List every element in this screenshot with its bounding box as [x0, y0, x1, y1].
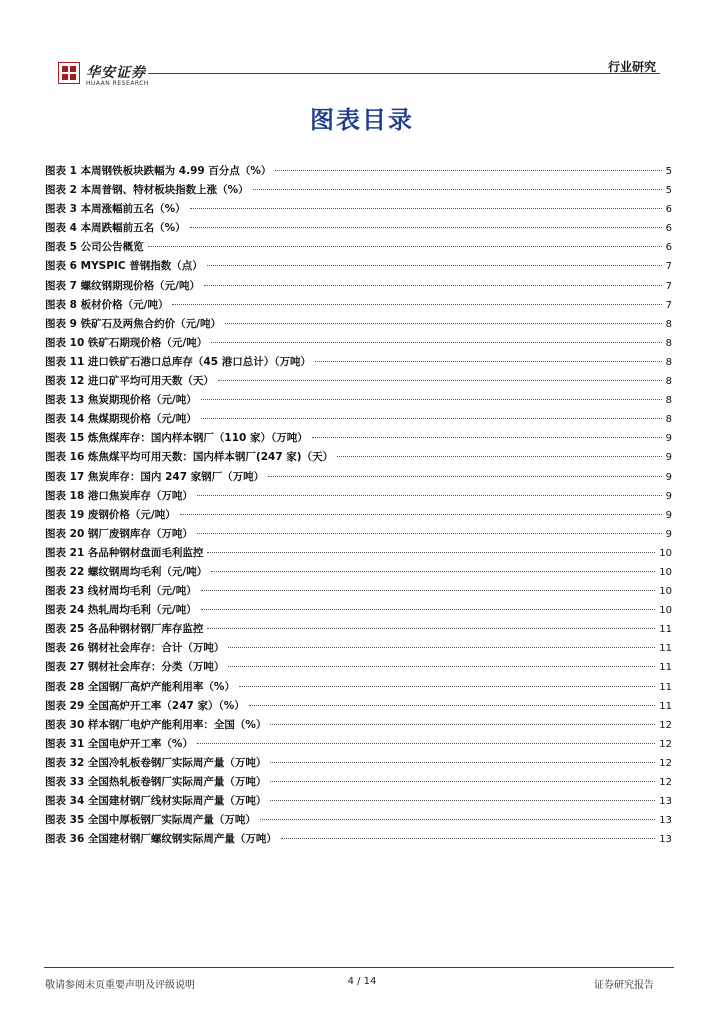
dot-leader — [260, 819, 655, 820]
toc-entry[interactable] — [45, 736, 672, 755]
toc-entry-label: 图表 2 本周普钢、特材板块指数上涨（%） — [45, 184, 249, 197]
toc-entry-page: 10 — [659, 566, 672, 578]
toc-entry-page: 6 — [665, 204, 672, 216]
footer-divider — [44, 967, 674, 968]
toc-entry-label: 图表 8 板材价格（元/吨） — [45, 298, 169, 311]
toc-entry[interactable] — [45, 239, 672, 258]
toc-entry-page: 11 — [659, 624, 672, 636]
dot-leader — [218, 380, 662, 381]
toc-entry-page: 9 — [665, 490, 672, 502]
toc-entry-page: 11 — [659, 700, 672, 712]
toc-entry-label: 图表 26 钢材社会库存：合计（万吨） — [45, 642, 225, 655]
toc-entry-page: 10 — [659, 605, 672, 617]
dot-leader — [225, 323, 662, 324]
toc-entry[interactable] — [45, 621, 672, 640]
toc-entry-page: 6 — [665, 242, 672, 254]
toc-entry[interactable] — [45, 831, 672, 850]
dot-leader — [172, 304, 661, 305]
toc-entry[interactable] — [45, 602, 672, 621]
toc-entry-page: 7 — [665, 299, 672, 311]
toc-entry[interactable] — [45, 258, 672, 277]
dot-leader — [270, 762, 655, 763]
toc-entry-page: 10 — [659, 586, 672, 598]
company-logo-icon — [58, 62, 80, 84]
toc-entry-label: 图表 24 热轧周均毛利（元/吨） — [45, 604, 197, 617]
toc-entry-label: 图表 22 螺纹钢周均毛利（元/吨） — [45, 565, 208, 578]
toc-entry-page: 9 — [665, 528, 672, 540]
toc-entry-page: 13 — [659, 815, 672, 827]
toc-entry-label: 图表 1 本周钢铁板块跌幅为 4.99 百分点（%） — [45, 165, 272, 177]
toc-entry-label: 图表 9 铁矿石及两焦合约价（元/吨） — [45, 317, 221, 330]
dot-leader — [337, 456, 662, 457]
dot-leader — [201, 609, 656, 610]
dot-leader — [270, 800, 655, 801]
toc-entry-page: 11 — [659, 681, 672, 693]
report-category: 行业研究 — [607, 60, 656, 74]
header-divider — [148, 73, 660, 74]
toc-entry-page: 11 — [659, 662, 672, 674]
toc-entry-page: 9 — [665, 509, 672, 521]
toc-entry-label: 图表 17 焦炭库存：国内 247 家钢厂（万吨） — [45, 470, 265, 483]
footer-disclaimer: 敬请参阅末页重要声明及评级说明 — [45, 980, 195, 991]
toc-entry-label: 图表 21 各品种钢材盘面毛利监控 — [45, 546, 204, 559]
toc-entry-label: 图表 27 钢材社会库存：分类（万吨） — [45, 661, 225, 674]
toc-entry-page: 9 — [665, 471, 672, 483]
toc-entry[interactable] — [45, 449, 672, 468]
toc-entry-label: 图表 34 全国建材钢厂线材实际周产量（万吨） — [45, 795, 267, 808]
toc-entry[interactable] — [45, 430, 672, 449]
toc-entry-label: 图表 4 本周跌幅前五名（%） — [45, 222, 186, 235]
toc-entry[interactable] — [45, 507, 672, 526]
toc-entry-label: 图表 33 全国热轧板卷钢厂实际周产量（万吨） — [45, 776, 267, 788]
toc-entry-page: 11 — [659, 643, 672, 655]
toc-entry-label: 图表 36 全国建材钢厂螺纹钢实际周产量（万吨） — [45, 833, 277, 846]
toc-entry[interactable] — [45, 335, 672, 354]
toc-entry-page: 12 — [659, 738, 672, 750]
dot-leader — [270, 781, 655, 782]
toc-entry[interactable] — [45, 182, 672, 201]
toc-entry[interactable] — [45, 640, 672, 659]
toc-entry[interactable] — [45, 201, 672, 220]
toc-entry[interactable] — [45, 583, 672, 602]
toc-entry-label: 图表 29 全国高炉开工率（247 家）（%） — [45, 699, 245, 712]
dot-leader — [201, 399, 662, 400]
dot-leader — [148, 246, 662, 247]
toc-entry-page: 13 — [659, 834, 672, 846]
toc-entry[interactable] — [45, 793, 672, 812]
toc-entry[interactable] — [45, 316, 672, 335]
toc-entry[interactable] — [45, 163, 672, 182]
dot-leader — [190, 208, 662, 209]
toc-entry[interactable] — [45, 774, 672, 793]
page-header — [0, 0, 724, 90]
dot-leader — [315, 361, 662, 362]
dot-leader — [228, 647, 655, 648]
toc-entry[interactable] — [45, 717, 672, 736]
toc-entry-label: 图表 3 本周涨幅前五名（%） — [45, 203, 186, 216]
toc-entry-label: 图表 12 进口矿平均可用天数（天） — [45, 375, 214, 388]
dot-leader — [190, 227, 662, 228]
toc-entry-page: 5 — [665, 185, 672, 197]
dot-leader — [201, 418, 662, 419]
toc-entry-page: 7 — [665, 280, 672, 292]
dot-leader — [204, 285, 662, 286]
page-number: 4 / 14 — [347, 976, 377, 987]
toc-entry-page: 12 — [659, 719, 672, 731]
dot-leader — [249, 705, 655, 706]
dot-leader — [281, 838, 655, 839]
toc-entry[interactable] — [45, 354, 672, 373]
toc-entry-label: 图表 13 焦炭期现价格（元/吨） — [45, 394, 197, 407]
dot-leader — [197, 495, 662, 496]
toc-entry-label: 图表 25 各品种钢材钢厂库存监控 — [45, 623, 204, 636]
dot-leader — [275, 170, 661, 171]
dot-leader — [268, 476, 661, 477]
dot-leader — [197, 533, 662, 534]
toc-entry-page: 8 — [665, 414, 672, 426]
brand-name: 华安证券 — [86, 65, 146, 81]
toc-entry-page: 13 — [659, 796, 672, 808]
toc-entry-page: 7 — [665, 261, 672, 273]
toc-entry[interactable] — [45, 679, 672, 698]
toc-entry[interactable] — [45, 297, 672, 316]
toc-entry[interactable] — [45, 812, 672, 831]
toc-entry-label: 图表 30 样本钢厂电炉产能利用率：全国（%） — [45, 718, 267, 731]
dot-leader — [312, 437, 662, 438]
toc-entry-page: 8 — [665, 318, 672, 330]
toc-entry-page: 12 — [659, 777, 672, 788]
toc-entry-label: 图表 35 全国中厚板钢厂实际周产量（万吨） — [45, 814, 256, 827]
toc-entry-label: 图表 14 焦煤期现价格（元/吨） — [45, 413, 197, 426]
toc-entry-label: 图表 32 全国冷轧板卷钢厂实际周产量（万吨） — [45, 756, 267, 769]
toc-entry[interactable] — [45, 659, 672, 678]
toc-entry-page: 8 — [665, 356, 672, 368]
toc-entry-page: 8 — [665, 337, 672, 349]
toc-entry-label: 图表 6 MYSPIC 普钢指数（点） — [45, 260, 203, 273]
toc-entry-label: 图表 10 铁矿石期现价格（元/吨） — [45, 336, 208, 349]
toc-entry[interactable] — [45, 545, 672, 564]
page-title: 图表目录 — [310, 106, 414, 134]
toc-entry-page: 9 — [665, 452, 672, 464]
toc-entry[interactable] — [45, 488, 672, 507]
toc-entry-label: 图表 15 炼焦煤库存：国内样本钢厂（110 家）（万吨） — [45, 432, 308, 445]
dot-leader — [211, 342, 661, 343]
toc-entry[interactable] — [45, 698, 672, 717]
toc-entry[interactable] — [45, 526, 672, 545]
table-of-figures — [45, 163, 672, 850]
toc-entry-page: 8 — [665, 395, 672, 407]
brand-english-name: HUAAN RESEARCH — [86, 80, 149, 87]
toc-entry-label: 图表 28 全国钢厂高炉产能利用率（%） — [45, 680, 235, 693]
toc-entry[interactable] — [45, 373, 672, 392]
toc-entry[interactable] — [45, 278, 672, 297]
dot-leader — [211, 571, 655, 572]
dot-leader — [207, 628, 655, 629]
toc-entry-page: 5 — [665, 166, 672, 177]
toc-entry-label: 图表 20 钢厂废钢库存（万吨） — [45, 527, 193, 540]
toc-entry-page: 8 — [665, 376, 672, 388]
toc-entry-label: 图表 18 港口焦炭库存（万吨） — [45, 489, 193, 502]
toc-entry-label: 图表 7 螺纹钢期现价格（元/吨） — [45, 279, 200, 292]
toc-entry-page: 12 — [659, 757, 672, 769]
toc-entry-page: 10 — [659, 547, 672, 559]
dot-leader — [239, 686, 655, 687]
toc-entry[interactable] — [45, 564, 672, 583]
toc-entry[interactable] — [45, 411, 672, 430]
toc-entry[interactable] — [45, 392, 672, 411]
dot-leader — [228, 666, 655, 667]
dot-leader — [207, 265, 662, 266]
toc-entry-label: 图表 23 线材周均毛利（元/吨） — [45, 585, 197, 598]
toc-entry-label: 图表 31 全国电炉开工率（%） — [45, 737, 193, 750]
document-type: 证券研究报告 — [594, 980, 654, 991]
toc-entry-label: 图表 11 进口铁矿石港口总库存（45 港口总计）（万吨） — [45, 355, 311, 368]
dot-leader — [207, 552, 655, 553]
dot-leader — [253, 189, 662, 190]
toc-entry-label: 图表 16 炼焦煤平均可用天数：国内样本钢厂(247 家)（天） — [45, 451, 334, 464]
dot-leader — [197, 743, 655, 744]
toc-entry[interactable] — [45, 755, 672, 774]
toc-entry-page: 9 — [665, 433, 672, 445]
toc-entry-label: 图表 5 公司公告概览 — [45, 241, 144, 254]
toc-entry-page: 6 — [665, 223, 672, 235]
dot-leader — [201, 590, 656, 591]
dot-leader — [270, 724, 655, 725]
toc-entry[interactable] — [45, 220, 672, 239]
dot-leader — [180, 514, 662, 515]
toc-entry[interactable] — [45, 469, 672, 488]
toc-entry-label: 图表 19 废钢价格（元/吨） — [45, 508, 176, 521]
